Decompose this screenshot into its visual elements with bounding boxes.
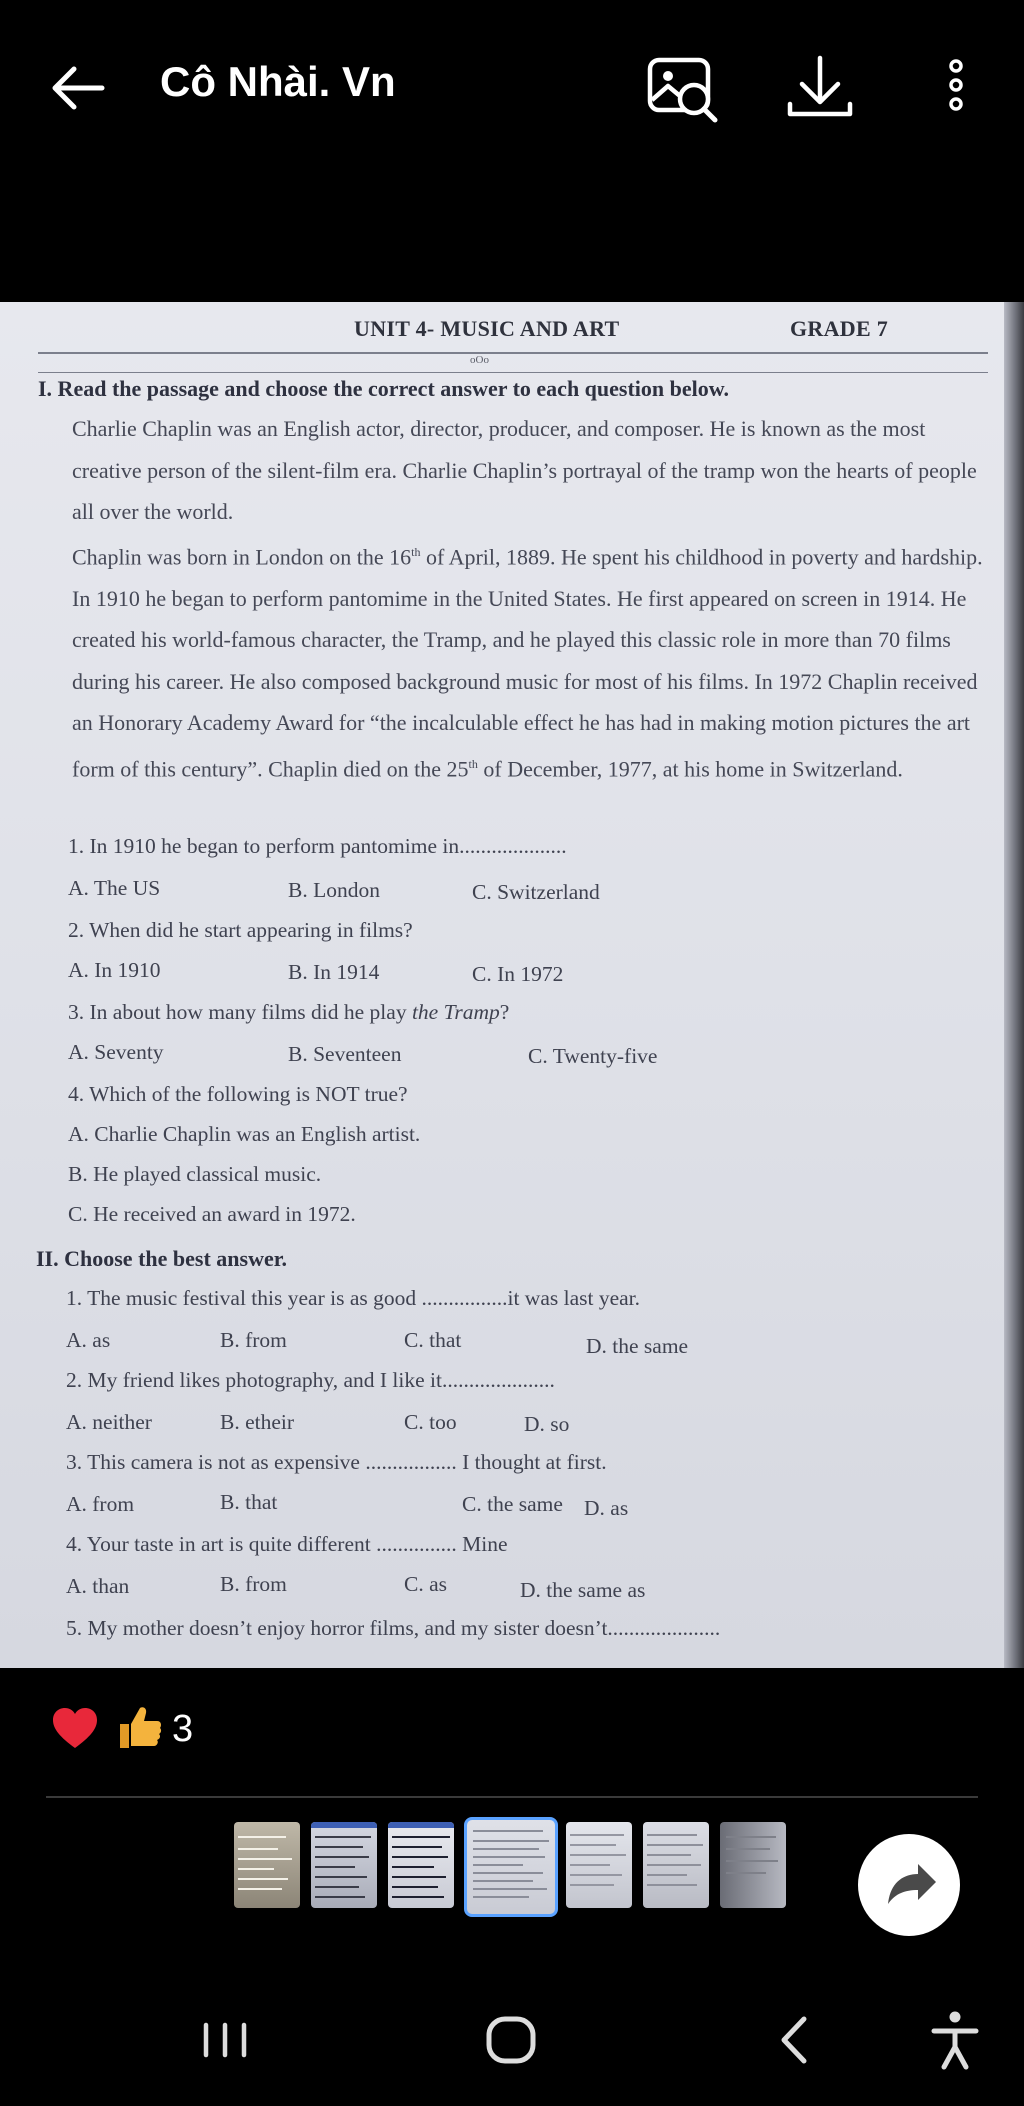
chevron-left-icon: [762, 2005, 832, 2075]
unit-title: UNIT 4- MUSIC AND ART: [354, 316, 620, 341]
gallery-thumbnail[interactable]: [234, 1822, 300, 1908]
accessibility-button[interactable]: [920, 2005, 990, 2075]
answer-option: C. Switzerland: [472, 880, 600, 904]
thumbnail-preview: [311, 1822, 377, 1908]
section-2-heading: II. Choose the best answer.: [36, 1246, 287, 1271]
visual-search-button[interactable]: [644, 52, 724, 132]
thumbnail-preview: [467, 1820, 555, 1914]
gallery-thumbnail[interactable]: [643, 1822, 709, 1908]
gallery-thumbnail[interactable]: [566, 1822, 632, 1908]
answer-option: D. as: [584, 1496, 629, 1520]
page-edge-shadow: [1004, 302, 1024, 1668]
answer-option: A. from: [66, 1492, 135, 1516]
heart-icon: [50, 1704, 100, 1754]
answer-option: B. from: [220, 1328, 287, 1352]
thumbs-up-icon: [114, 1702, 164, 1752]
answer-option: A. neither: [66, 1410, 152, 1434]
page-title: Cô Nhài. Vn: [160, 58, 396, 105]
photo-viewer[interactable]: [0, 302, 1024, 1668]
answer-option: A. than: [66, 1574, 130, 1598]
divider: [46, 1796, 978, 1798]
thumbnail-preview: [720, 1822, 786, 1908]
grade-label: GRADE 7: [790, 316, 889, 341]
gallery-thumbnail[interactable]: [388, 1822, 454, 1908]
visual-search-icon: [644, 52, 724, 132]
back-arrow-icon: [44, 55, 114, 125]
question-text: 1. The music festival this year is as good ................it was last year.: [66, 1286, 641, 1310]
answer-option: B. etheir: [220, 1410, 295, 1434]
question-text: 1. In 1910 he began to perform pantomime in....................: [68, 834, 567, 858]
header-rule-bottom: [38, 372, 988, 373]
worksheet-page: [0, 302, 1012, 1668]
thumbnail-preview: [234, 1822, 300, 1908]
thumbnail-preview: [388, 1822, 454, 1908]
answer-option: B. London: [288, 878, 380, 902]
answer-option: D. so: [524, 1412, 570, 1436]
answer-option: B. that: [220, 1490, 278, 1514]
thumbnail-preview: [566, 1822, 632, 1908]
passage-paragraph-1: Charlie Chaplin was an English actor, director, producer, and composer. He is known as the most creative person of the silent-film era. Charlie Chaplin’s portrayal of the tramp won the hearts of people all over the world.: [72, 416, 977, 524]
system-back-button[interactable]: [762, 2005, 832, 2075]
recent-apps-button[interactable]: [190, 2005, 260, 2075]
home-icon: [476, 2005, 546, 2075]
answer-option: B. He played classical music.: [68, 1162, 322, 1186]
top-app-bar: [0, 0, 1024, 300]
recent-apps-icon: [190, 2005, 260, 2075]
answer-option: C. as: [404, 1572, 447, 1596]
question-text: 3. This camera is not as expensive ................. I thought at first.: [66, 1450, 607, 1474]
answer-option: A. Charlie Chaplin was an English artist.: [68, 1122, 421, 1146]
share-arrow-icon: [858, 1834, 960, 1936]
section-1-heading: I. Read the passage and choose the correct answer to each question below.: [38, 376, 729, 401]
gallery-thumbnail[interactable]: [720, 1822, 786, 1908]
answer-option: A. In 1910: [68, 958, 161, 982]
question-text: 3. In about how many films did he play the Tramp?: [68, 1000, 510, 1024]
gallery-thumbnail-selected[interactable]: [464, 1817, 558, 1917]
question-text: 2. When did he start appearing in films?: [68, 918, 413, 942]
answer-option: C. that: [404, 1328, 462, 1352]
more-vertical-icon: [916, 52, 996, 132]
header-rule-top: [38, 352, 988, 354]
gallery-thumbnail[interactable]: [311, 1822, 377, 1908]
question-text: 4. Your taste in art is quite different ............... Mine: [66, 1532, 508, 1556]
answer-option: C. Twenty-five: [528, 1044, 658, 1068]
answer-option: A. The US: [68, 876, 161, 900]
answer-option: A. as: [66, 1328, 111, 1352]
answer-option: A. Seventy: [68, 1040, 164, 1064]
download-icon: [780, 52, 860, 132]
answer-option: C. In 1972: [472, 962, 564, 986]
answer-option: B. from: [220, 1572, 287, 1596]
answer-option: C. the same: [462, 1492, 563, 1516]
accessibility-icon: [920, 2005, 990, 2075]
home-button[interactable]: [476, 2005, 546, 2075]
question-text: 4. Which of the following is NOT true?: [68, 1082, 408, 1106]
back-button[interactable]: [44, 55, 114, 125]
answer-option: D. the same as: [520, 1578, 646, 1602]
answer-option: B. Seventeen: [288, 1042, 402, 1066]
share-button[interactable]: [858, 1834, 960, 1936]
answer-option: C. He received an award in 1972.: [68, 1202, 356, 1226]
answer-option: B. In 1914: [288, 960, 380, 984]
passage-paragraph-2: Chaplin was born in London on the 16th of April, 1889. He spent his childhood in poverty and hardship. In 1910 he began to perform pantomime in the United States. He first appeared on screen in 1914. He created his world-famous character, the Tramp, and he played this classic role in more than 70 films during his career. He also composed background music for most of his films. In 1972 Chaplin received an Honorary Academy Award for “the incalculable effect he has had in making motion pictures the art form of this century”. Chaplin died on the 25th of December, 1977, at his home in Switzerland.: [72, 544, 983, 782]
answer-option: D. the same: [586, 1334, 689, 1358]
thumbnail-preview: [643, 1822, 709, 1908]
question-text: 5. My mother doesn’t enjoy horror films, and my sister doesn’t.....................: [66, 1616, 721, 1640]
answer-option: C. too: [404, 1410, 457, 1434]
reaction-count: 3: [172, 1708, 194, 1750]
question-text: 2. My friend likes photography, and I like it.....................: [66, 1368, 555, 1392]
download-button[interactable]: [780, 52, 860, 132]
more-options-button[interactable]: [916, 52, 996, 132]
header-ornament: oOo: [470, 354, 489, 366]
